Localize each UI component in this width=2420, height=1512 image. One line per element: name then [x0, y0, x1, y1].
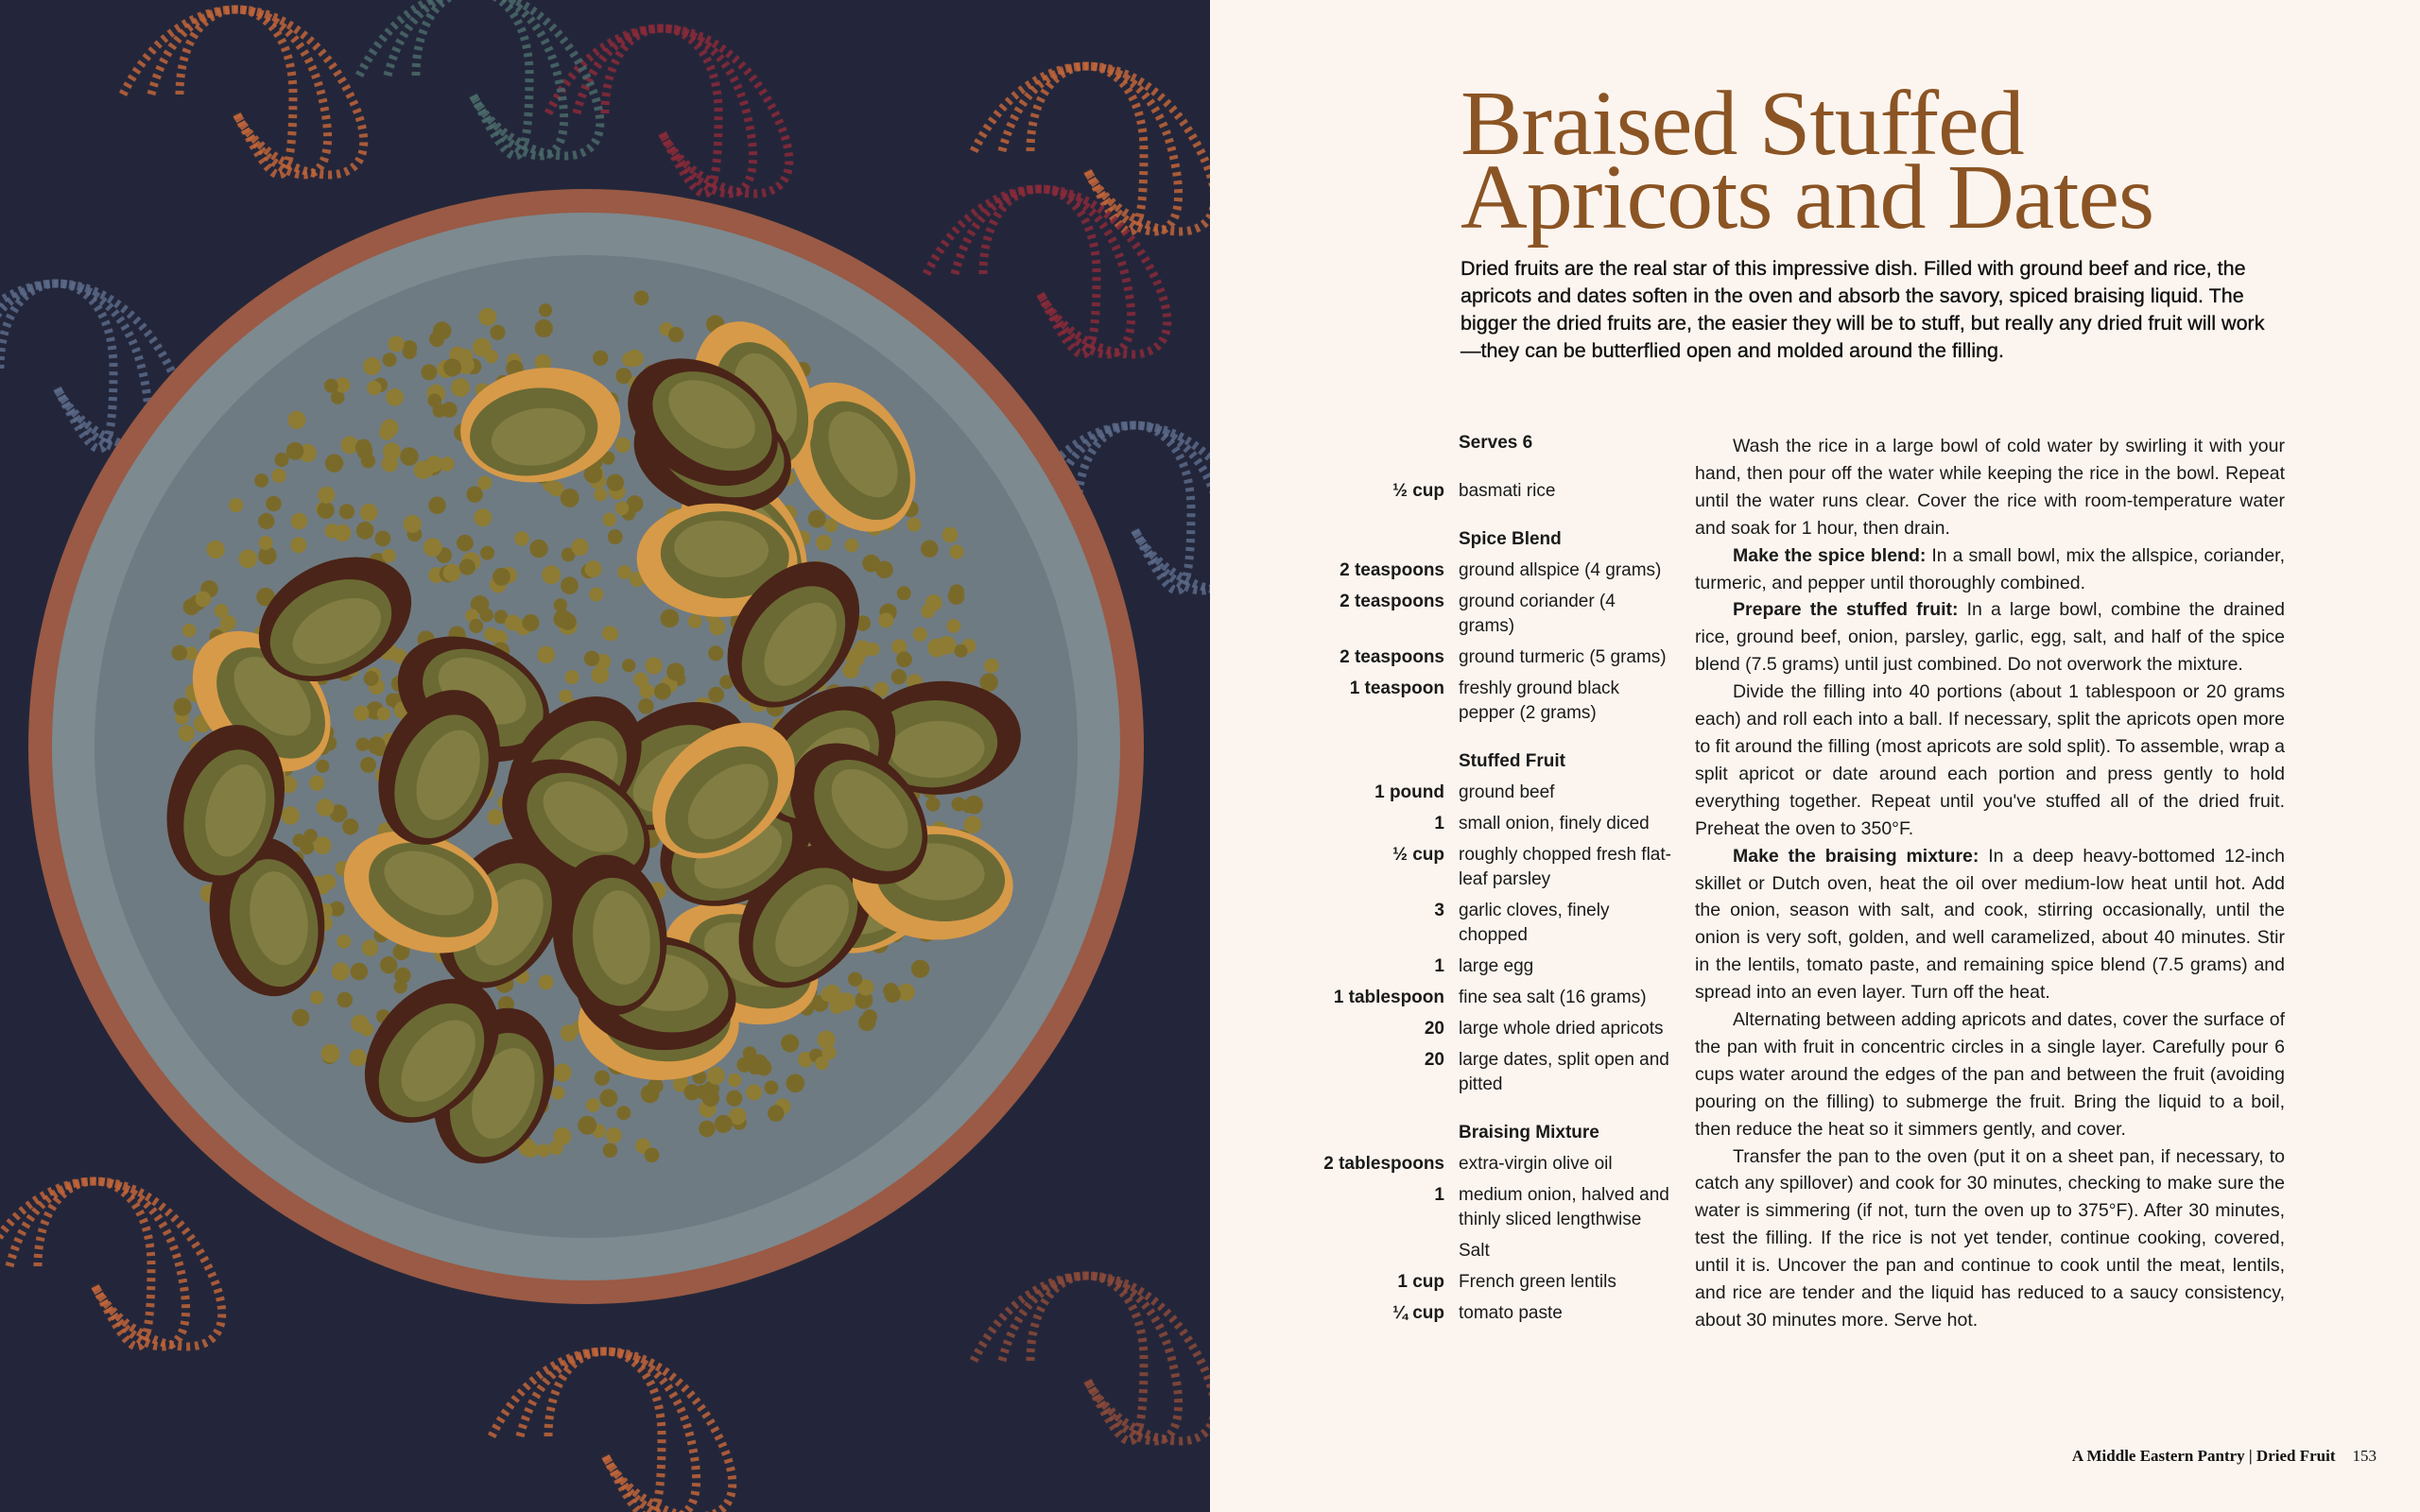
ingredient-name: roughly chopped fresh flat-leaf parsley	[1459, 845, 1671, 889]
lentil	[595, 1071, 610, 1086]
ingredient-amount: 1 tablespoon	[1333, 988, 1444, 1007]
lentil	[615, 502, 630, 516]
step-lead: Make the braising mixture:	[1733, 845, 1979, 867]
method-paragraph	[1695, 433, 2285, 542]
chapter-title: Dried Fruit	[2256, 1447, 2336, 1465]
lentil	[300, 840, 314, 854]
lentil	[259, 536, 273, 550]
lentil	[638, 698, 654, 714]
lentil	[258, 513, 274, 529]
lentil	[622, 352, 637, 368]
lentil	[535, 319, 553, 337]
lentil	[913, 627, 927, 642]
step-lead: Prepare the stuffed fruit:	[1733, 599, 1959, 621]
lentil	[356, 522, 374, 540]
page-number: 153	[2352, 1447, 2377, 1465]
lentil	[292, 1009, 310, 1027]
lentil	[179, 725, 196, 742]
lentil	[699, 1121, 716, 1138]
method-paragraph	[1695, 843, 2285, 1006]
lentil	[666, 662, 684, 680]
lentil	[688, 614, 702, 628]
lentil	[964, 816, 982, 833]
lentil	[215, 604, 229, 618]
lentil	[845, 539, 859, 553]
lentil	[428, 496, 446, 514]
lentil	[764, 1080, 778, 1094]
lentil	[420, 463, 434, 477]
lentil	[457, 535, 474, 552]
lentil	[561, 1024, 578, 1041]
lentil	[715, 1115, 733, 1133]
lentil	[584, 651, 599, 666]
lentil	[367, 381, 381, 395]
ingredient-amount: 1	[1434, 1185, 1444, 1205]
running-footer	[2072, 1447, 2377, 1466]
lentil	[182, 624, 196, 637]
lentil	[808, 510, 826, 528]
lentil	[817, 1031, 835, 1049]
lentil	[364, 671, 379, 686]
step-text: In a deep heavy-bottomed 12-inch skillet or Dutch oven, heat the oil over medium-low heat until hot. Add the onion, season with salt, and cook, stirring occasionally, until the onion is very soft, golden, and well caramelized, about 40 minutes. Stir in the lentils, tomato paste, and remaining spice blend (7.5 grams) and spread into an even layer. Turn off the heat.	[1695, 845, 2285, 1004]
lentil	[709, 619, 725, 635]
lentil	[708, 645, 723, 661]
lentil	[925, 594, 942, 611]
lentil	[565, 670, 579, 684]
lentil	[474, 508, 492, 526]
lentil	[816, 535, 832, 551]
lentil	[386, 388, 404, 406]
lentil	[337, 992, 353, 1008]
lentil	[603, 1143, 617, 1158]
lentil	[380, 956, 397, 973]
lentil	[668, 327, 683, 342]
lentil	[942, 527, 959, 543]
lentil	[171, 644, 187, 661]
ingredient-amount: 20	[1424, 1019, 1444, 1039]
lentil	[622, 659, 635, 672]
lentil	[383, 352, 397, 367]
lentil	[605, 627, 618, 641]
ingredient-amount: 1	[1434, 956, 1444, 976]
lentil	[314, 836, 332, 854]
lentil	[645, 1148, 660, 1163]
lentil	[591, 666, 609, 684]
lentil	[488, 809, 504, 825]
lentil	[608, 529, 623, 544]
lentil	[746, 1084, 762, 1100]
lentil	[402, 340, 417, 355]
lentil	[891, 669, 907, 684]
lentil	[362, 939, 379, 956]
ingredient-name: garlic cloves, finely chopped	[1459, 901, 1610, 945]
lentil	[862, 1009, 877, 1024]
lentil	[480, 546, 494, 560]
lentil	[466, 487, 482, 503]
lentil	[229, 498, 243, 512]
lentil	[829, 1000, 843, 1014]
ingredient-name: large egg	[1459, 956, 1534, 976]
lentil	[529, 540, 547, 558]
lentil	[949, 584, 964, 599]
method-text	[1695, 433, 2285, 1334]
lentil	[961, 799, 976, 813]
lentil	[290, 537, 306, 553]
serves-label: Serves 6	[1459, 433, 1533, 453]
ingredient-name: large dates, split open and pitted	[1459, 1050, 1669, 1094]
lentil	[360, 757, 376, 773]
step-text: Transfer the pan to the oven (put it on a sheet pan, if necessary, to catch any spillover) and cook for 30 minutes, checking to make sure the water is simmering (if not, turn the oven up to 375°F). After 30 minutes, test the filling. If the rice is not yet tender, continue cooking, covered, until it is. Uncover the pan and continue to cook until the meat, lentils, and rice are tender and the liquid has reduced to a saucy consistency, about 30 minutes more. Serve hot.	[1695, 1145, 2285, 1331]
lentil	[382, 549, 396, 563]
lentil	[342, 818, 358, 834]
lentil	[357, 444, 373, 460]
lentil	[310, 990, 323, 1004]
lentil	[351, 963, 369, 981]
lentil	[350, 1049, 367, 1066]
lentil	[599, 1089, 617, 1107]
lentil	[821, 988, 835, 1002]
lentil	[332, 963, 350, 981]
lentil	[539, 303, 552, 317]
lentil	[607, 474, 624, 491]
ingredient-group-heading: Stuffed Fruit	[1459, 751, 1565, 771]
lentil	[617, 565, 631, 579]
lentil	[616, 1106, 631, 1120]
lentil	[702, 1090, 719, 1107]
ingredient-name: large whole dried apricots	[1459, 1019, 1664, 1039]
ingredient-amount: 2 teaspoons	[1340, 647, 1444, 667]
lentil	[339, 504, 354, 519]
lentil	[553, 1063, 571, 1081]
ingredient-name: small onion, finely diced	[1459, 814, 1650, 833]
step-lead: Make the spice blend:	[1733, 544, 1927, 566]
lentil	[440, 456, 454, 471]
ingredient-amount: 1 teaspoon	[1349, 679, 1444, 698]
lentil	[173, 697, 191, 715]
lentil	[786, 1074, 804, 1092]
lentil	[883, 983, 898, 998]
ingredient-name: tomato paste	[1459, 1303, 1563, 1323]
lentil	[360, 1022, 373, 1036]
lentil	[593, 351, 608, 366]
method-paragraph	[1695, 596, 2285, 679]
ingredient-name: ground coriander (4 grams)	[1459, 592, 1616, 636]
lentil	[424, 538, 442, 557]
lentil	[363, 357, 381, 375]
lentil	[560, 613, 577, 630]
lentil	[404, 515, 422, 533]
ingredient-amount: 2 teaspoons	[1340, 560, 1444, 580]
lentil	[451, 378, 470, 397]
lentil	[393, 980, 406, 993]
recipe-page	[1210, 0, 2420, 1512]
lentil	[896, 651, 912, 667]
lentil	[354, 705, 369, 720]
ingredient-group-heading: Braising Mixture	[1459, 1123, 1599, 1143]
lentil	[433, 321, 451, 339]
lentil	[707, 1067, 725, 1085]
lentil	[946, 619, 960, 633]
lentil	[309, 776, 324, 791]
ingredient-amount	[1210, 1239, 1459, 1263]
lentil	[427, 394, 441, 408]
lentil	[375, 530, 391, 546]
ingredient-amount: ½ cup	[1392, 845, 1444, 865]
lentil	[561, 489, 579, 507]
lentil	[360, 504, 378, 522]
ingredient-name: Salt	[1459, 1241, 1490, 1261]
lentil	[356, 738, 370, 751]
lentil	[379, 425, 394, 440]
lentil	[661, 610, 680, 628]
lentil	[726, 1091, 742, 1107]
lentil	[684, 1084, 700, 1100]
lentil	[320, 874, 337, 890]
lentil	[271, 469, 285, 483]
lentil	[875, 560, 893, 578]
lentil	[287, 411, 305, 429]
lentil	[571, 539, 588, 556]
lentil	[286, 442, 304, 460]
lentil	[542, 565, 561, 584]
lentil	[478, 308, 496, 326]
lentil	[614, 438, 630, 453]
lentil	[484, 627, 498, 642]
ingredient-amount: 2 tablespoons	[1323, 1154, 1444, 1174]
ingredient-name: medium onion, halved and thinly sliced lengthwise	[1459, 1185, 1669, 1229]
step-text: Divide the filling into 40 portions (about 1 tablespoon or 20 grams each) and roll each into a ball. If necessary, split the apricots open more to fit around the filling (most apricots are sold split). To assemble, wrap a split apricot or date around each portion and press gently to hold everything together. Repeat until you've stuffed all of the dried fruit. Preheat the oven to 350°F.	[1695, 681, 2285, 839]
lentil	[708, 687, 724, 703]
lentil	[421, 364, 437, 380]
lentil	[633, 672, 648, 687]
lentil	[553, 1127, 571, 1145]
ingredient-name: basmati rice	[1459, 481, 1556, 501]
lentil	[368, 736, 386, 754]
lentil	[654, 683, 671, 700]
lentil	[443, 358, 461, 376]
title-line: Braised Stuffed	[1461, 73, 2024, 175]
lentil	[485, 350, 498, 363]
method-paragraph	[1695, 679, 2285, 842]
lentil	[925, 798, 940, 812]
lentil	[490, 325, 505, 340]
method-paragraph	[1695, 542, 2285, 597]
title-line: Apricots and Dates	[1461, 146, 2154, 249]
lentil	[281, 806, 299, 824]
lentil	[781, 1034, 799, 1052]
lentil	[505, 615, 521, 631]
lentil	[317, 502, 334, 519]
lentil	[325, 524, 339, 538]
ingredient-amount: ¼ cup	[1392, 1303, 1444, 1323]
ingredient-amount: 1 cup	[1397, 1272, 1444, 1292]
method-paragraph	[1695, 1006, 2285, 1143]
lentil	[578, 1116, 596, 1135]
recipe-intro: Dried fruits are the real star of this impressive dish. Filled with ground beef and rice, the apricots and dates soften in the oven and absorb the savory, spiced braising liquid. The bigger the dried fruits are, the easier they will be to stuff, but really any dried fruit will work—they can be butterflied open and molded around the filling.	[1461, 257, 2265, 362]
ingredient-amount: ½ cup	[1392, 481, 1444, 501]
ingredient-name: ground turmeric (5 grams)	[1459, 647, 1667, 667]
lentil	[317, 799, 335, 816]
footer-separator: |	[2244, 1447, 2256, 1465]
lentil	[907, 518, 921, 532]
lentil	[878, 612, 893, 627]
lentil	[728, 1074, 741, 1087]
lentil	[927, 638, 946, 657]
lentil	[537, 1143, 550, 1157]
lentil	[538, 646, 555, 663]
lentil	[266, 496, 281, 511]
method-paragraph	[1695, 1143, 2285, 1334]
lentil	[274, 453, 288, 467]
lentil	[389, 336, 405, 352]
lentil	[522, 614, 539, 631]
lentil	[382, 455, 399, 472]
lentil	[646, 658, 663, 675]
lentil	[321, 1044, 340, 1063]
ingredient-name: ground beef	[1459, 782, 1555, 802]
lentil	[493, 568, 510, 586]
lentil	[207, 541, 225, 558]
ingredient-amount: 2 teaspoons	[1340, 592, 1444, 611]
recipe-title	[1461, 73, 2154, 249]
lentil	[589, 588, 603, 602]
lentil	[196, 592, 212, 608]
lentil	[561, 576, 579, 594]
lentil	[955, 644, 968, 658]
lentil	[469, 619, 483, 633]
lentil	[897, 586, 911, 600]
lentil	[238, 549, 257, 568]
ingredient-group-heading: Spice Blend	[1459, 529, 1562, 549]
lentil	[911, 960, 929, 978]
step-text: In a small bowl, mix the allspice, coriander, turmeric, and pepper until thoroughly combined.	[1695, 544, 2285, 593]
lentil	[539, 975, 554, 990]
lentil	[324, 379, 338, 393]
lentil	[325, 455, 343, 472]
lentil	[594, 488, 607, 501]
lentil	[768, 1105, 784, 1121]
ingredient-name: ground allspice (4 grams)	[1459, 560, 1662, 580]
lentil	[477, 476, 492, 490]
lentil	[641, 1085, 660, 1104]
step-text: Alternating between adding apricots and dates, cover the surface of the pan with fruit in concentric circles in a single layer. Carefully pour 6 cups water around the edges of the pan and between the fruit (avoiding pouring on the filling) to submerge the fruit. Bring the liquid to a boil, then reduce the heat so it simmers gently, and cover.	[1695, 1009, 2285, 1140]
lentil	[585, 560, 602, 577]
lentil	[854, 640, 872, 658]
lentil	[603, 513, 617, 527]
lentil	[848, 972, 862, 987]
lentil	[842, 662, 859, 679]
lentil	[316, 760, 329, 773]
ingredient-name: freshly ground black pepper (2 grams)	[1459, 679, 1620, 723]
ingredient-amount: 1	[1434, 814, 1444, 833]
lentil	[443, 564, 461, 582]
lentil	[337, 935, 351, 949]
ingredient-name: extra-virgin olive oil	[1459, 1154, 1613, 1174]
lentil	[480, 609, 493, 622]
lentil	[984, 659, 999, 674]
step-text: In a large bowl, combine the drained rice, ground beef, onion, parsley, garlic, egg, salt, and half of the spice blend (7.5 grams) until just combined. Do not overwork the mixture.	[1695, 599, 2286, 676]
lentil	[291, 513, 308, 530]
lentil	[586, 1098, 600, 1112]
step-text: Wash the rice in a large bowl of cold water by swirling it with your hand, then pour off the water while keeping the rice in the bowl. Repeat until the water runs clear. Cover the rice with room-temperature water and soak for 1 hour, then drain.	[1695, 436, 2285, 539]
lentil	[949, 544, 963, 558]
lentil	[748, 1060, 762, 1074]
lentil	[254, 473, 268, 488]
ingredient-amount: 20	[1424, 1050, 1444, 1070]
lentil	[606, 1127, 622, 1143]
lentil	[551, 1086, 564, 1099]
lentil	[459, 558, 475, 575]
lentil	[400, 447, 419, 466]
ingredient-name: French green lentils	[1459, 1272, 1616, 1292]
ingredient-amount: 3	[1434, 901, 1444, 920]
lentil	[921, 540, 938, 557]
ingredient-amount: 1 pound	[1374, 782, 1444, 802]
lentil	[377, 707, 390, 720]
ingredient-name: fine sea salt (16 grams)	[1459, 988, 1647, 1007]
book-title: A Middle Eastern Pantry	[2071, 1447, 2245, 1465]
lentil	[318, 487, 335, 504]
lentil	[514, 531, 529, 546]
lentil	[633, 290, 648, 305]
